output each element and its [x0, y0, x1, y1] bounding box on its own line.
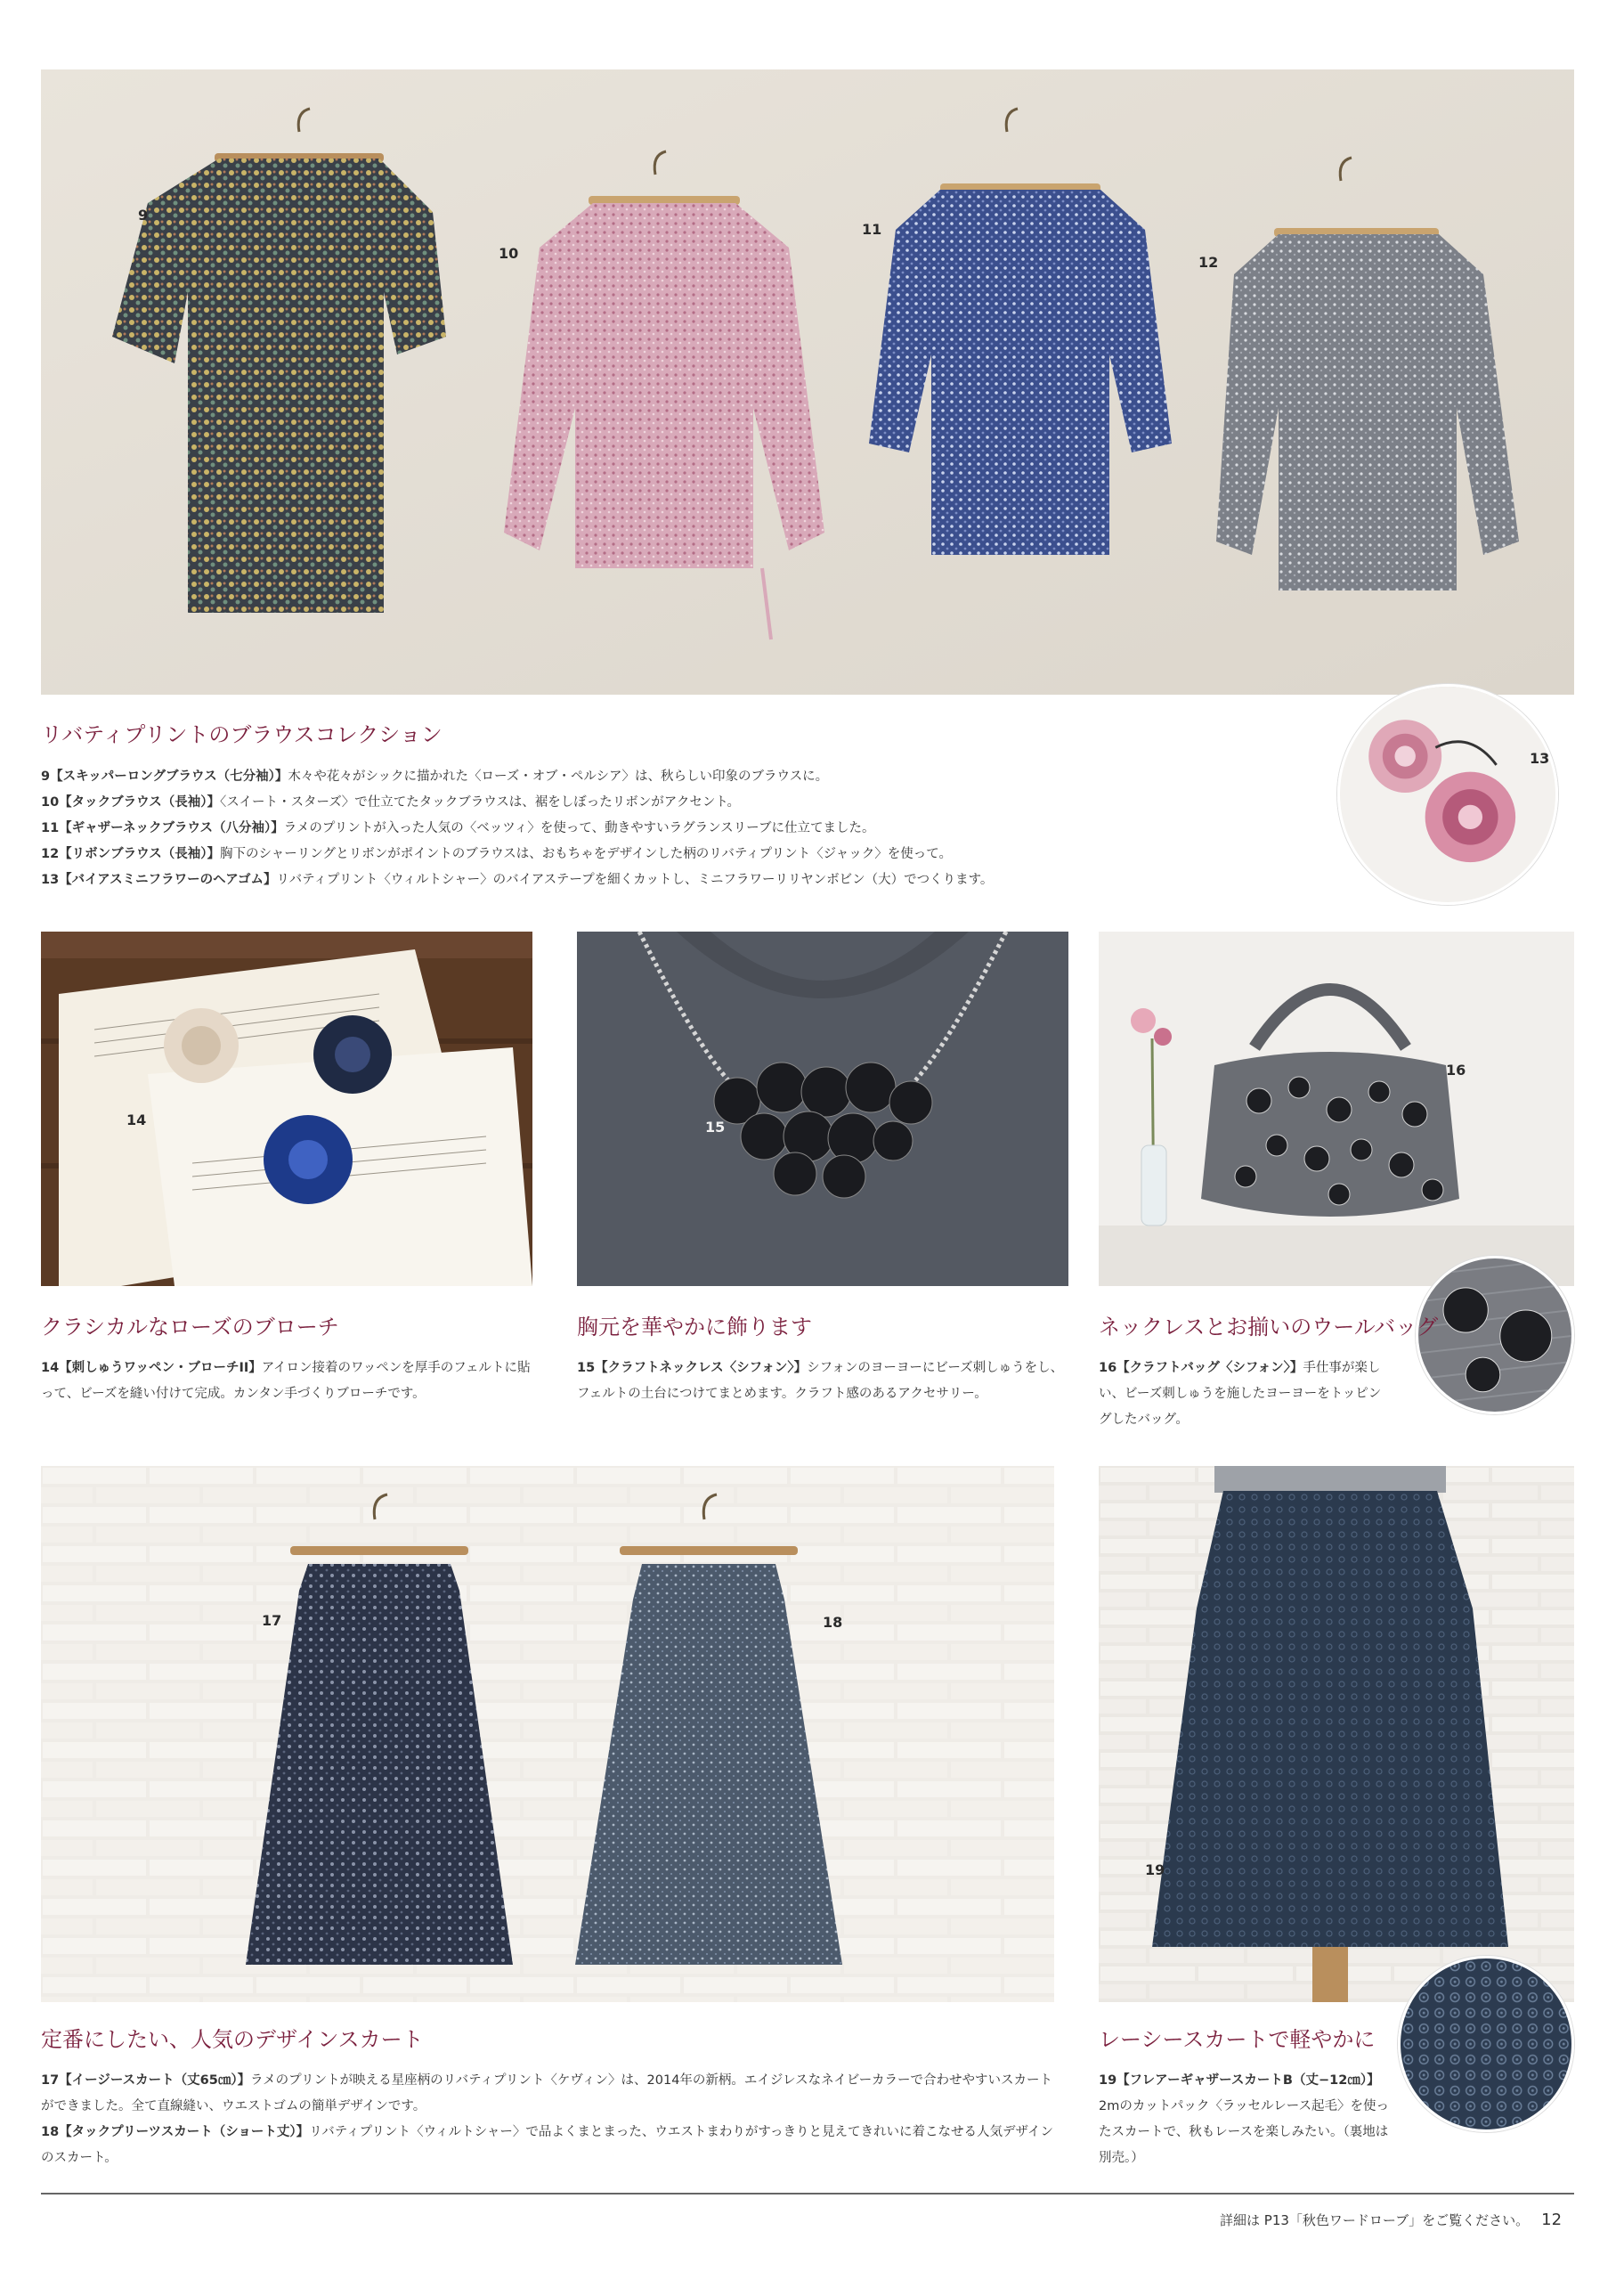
hair-tie-inset-photo — [1337, 684, 1558, 905]
brooch-photo — [41, 932, 532, 1286]
necklace-photo — [577, 932, 1068, 1286]
item-number-13: 13 — [1530, 750, 1550, 767]
item-number-9: 9 — [138, 207, 149, 224]
item-number-16: 16 — [1446, 1062, 1466, 1079]
item-number-17: 17 — [262, 1612, 282, 1629]
skirts-heading: 定番にしたい、人気のデザインスカート — [41, 2027, 424, 2052]
footer — [1220, 2211, 1562, 2229]
blouse-descriptions — [41, 764, 1332, 893]
item-number-10: 10 — [499, 245, 519, 262]
desc-line-11: 11【ギャザーネックブラウス（八分袖）】ラメのプリントが入った人気の〈ベッツィ〉を使って、動きやすいラグランスリーブに仕立てました。 — [41, 821, 875, 835]
necklace-description: 15【クラフトネックレス〈シフォン〉】シフォンのヨーヨーにビーズ刺しゅうをし、フェルトの土台につけてまとめます。クラフト感のあるアクセサリー。 — [577, 1361, 1064, 1401]
lace-skirt-heading: レーシースカートで軽やかに — [1099, 2027, 1376, 2052]
desc-line-18: 18【タックプリーツスカート（ショート丈）】リバティプリント〈ウィルトシャー〉で品よくまとまった、ウエストまわりがすっきりと見えてきれいに着こなせる人気デザインのスカート。 — [41, 2125, 1053, 2165]
desc-line-13: 13【バイアスミニフラワーのヘアゴム】リバティプリント〈ウィルトシャー〉のバイアステープを細くカットし、ミニフラワーリリヤンボビン（大）でつくります。 — [41, 873, 994, 887]
skirts-photo — [41, 1466, 1054, 2002]
item-number-11: 11 — [862, 221, 882, 238]
skirts-descriptions — [41, 2068, 1054, 2171]
item-number-14: 14 — [126, 1112, 147, 1128]
lace-detail-inset-photo — [1398, 1956, 1574, 2132]
lace-skirt-photo — [1099, 1466, 1574, 2002]
page-number: 12 — [1541, 2211, 1563, 2229]
necklace-heading: 胸元を華やかに飾ります — [577, 1315, 812, 1340]
brooch-heading: クラシカルなローズのブローチ — [41, 1315, 339, 1340]
desc-line-12: 12【リボンブラウス（長袖）】胸下のシャーリングとリボンがポイントのブラウスは、おもちゃをデザインした柄のリバティプリント〈ジャック〉を使って。 — [41, 847, 952, 861]
item-number-19: 19 — [1145, 1861, 1165, 1878]
bag-photo — [1099, 932, 1574, 1286]
footer-note: 詳細は P13「秋色ワードローブ」をご覧ください。 — [1220, 2212, 1530, 2228]
footer-rule — [41, 2193, 1574, 2194]
blouse-collection-photo — [41, 69, 1574, 695]
item-number-12: 12 — [1198, 254, 1219, 271]
blouse-collection-heading: リバティプリントのブラウスコレクション — [41, 722, 443, 747]
brooch-description: 14【刺しゅうワッペン・ブローチII】アイロン接着のワッペンを厚手のフェルトに貼って、ビーズを縫い付けて完成。カンタン手づくりブローチです。 — [41, 1361, 531, 1401]
bag-heading: ネックレスとお揃いのウールバッグ — [1099, 1315, 1439, 1340]
desc-line-17: 17【イージースカート（丈65㎝）】ラメのプリントが映える星座柄のリバティプリント〈ケヴィン〉は、2014年の新柄。エイジレスなネイビーカラーで合わせやすいスカートができました。全て直線縫い、ウエストゴムの簡単デザインです。 — [41, 2073, 1052, 2113]
bag-detail-inset-photo — [1416, 1256, 1574, 1414]
lace-skirt-description: 19【フレアーギャザースカートB（丈−12㎝）】2mのカットパック〈ラッセルレース起毛〉を使ったスカートで、秋もレースを楽しみたい。（裏地は別売。） — [1099, 2073, 1390, 2165]
desc-line-10: 10【タックブラウス（長袖）】〈スイート・スターズ〉で仕立てたタックブラウスは、裾をしぼったリボンがアクセント。 — [41, 795, 741, 810]
bag-description: 16【クラフトバッグ〈シフォン〉】手仕事が楽しい、ビーズ刺しゅうを施したヨーヨーをトッピングしたバッグ。 — [1099, 1361, 1382, 1427]
item-number-15: 15 — [705, 1119, 726, 1136]
desc-line-9: 9【スキッパーロングブラウス（七分袖）】木々や花々がシックに描かれた〈ローズ・オブ・ペルシア〉は、秋らしい印象のブラウスに。 — [41, 770, 829, 784]
item-number-18: 18 — [823, 1614, 843, 1631]
